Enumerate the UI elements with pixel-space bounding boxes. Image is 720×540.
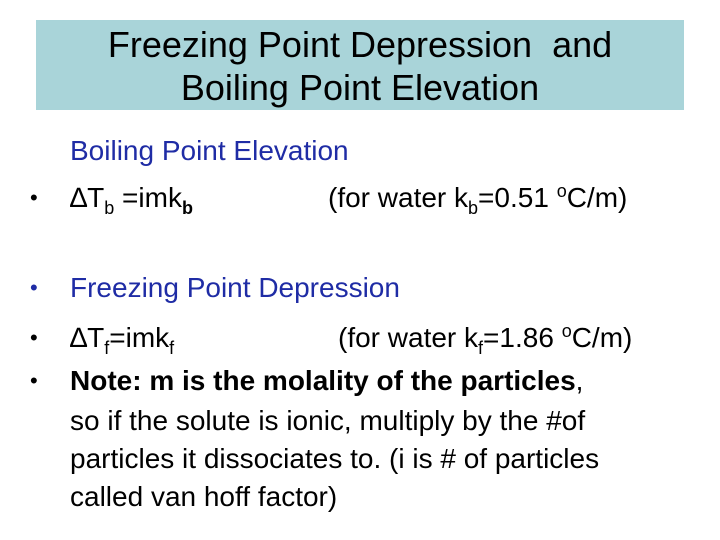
constant-subscript: b (468, 198, 479, 218)
bullet-freezing-heading: • (30, 275, 38, 300)
degree-superscript: o (556, 181, 567, 201)
freezing-equation (70, 322, 174, 357)
constant-subscript: f (478, 338, 484, 358)
constant-unit: C/m) (566, 182, 628, 213)
freezing-water-constant (338, 322, 632, 357)
equation-text: =imk (109, 322, 170, 353)
note-label: Note (70, 365, 133, 396)
note-line-4: called van hoff factor) (70, 481, 338, 512)
freezing-heading: Freezing Point Depression (70, 272, 400, 303)
bullet-boiling-eq: • (30, 185, 38, 210)
title-line-2: Boiling Point Elevation (180, 67, 540, 108)
constant-unit: C/m) (571, 322, 633, 353)
t-symbol: T (87, 182, 105, 213)
note-line-3: particles it dissociates to. (i is # of particles (70, 443, 600, 474)
degree-superscript: o (561, 321, 572, 341)
constant-value: =0.51 (478, 182, 557, 213)
constant-value: =1.86 (483, 322, 562, 353)
t-symbol: T (87, 322, 105, 353)
bullet-freezing-eq: • (30, 325, 38, 350)
note-line-2: so if the solute is ionic, multiply by the #of (70, 405, 586, 436)
t-subscript: b (104, 198, 115, 218)
k-subscript: b (181, 198, 193, 218)
note-bold-text: : m is the molality of the particles (132, 365, 576, 396)
title-line-1: Freezing Point Depression and (107, 24, 613, 65)
t-subscript: f (104, 338, 110, 358)
note-line-1 (70, 365, 583, 397)
delta-symbol: ∆ (70, 182, 88, 213)
constant-prefix: (for water k (328, 182, 469, 213)
constant-prefix: (for water k (338, 322, 479, 353)
boiling-heading: Boiling Point Elevation (70, 135, 349, 166)
boiling-equation (70, 182, 193, 217)
bullet-note: • (30, 368, 38, 393)
equation-text: =imk (114, 182, 182, 213)
note-comma: , (575, 365, 584, 396)
boiling-water-constant (328, 182, 627, 217)
delta-symbol: ∆ (70, 322, 88, 353)
k-subscript: f (169, 338, 175, 358)
